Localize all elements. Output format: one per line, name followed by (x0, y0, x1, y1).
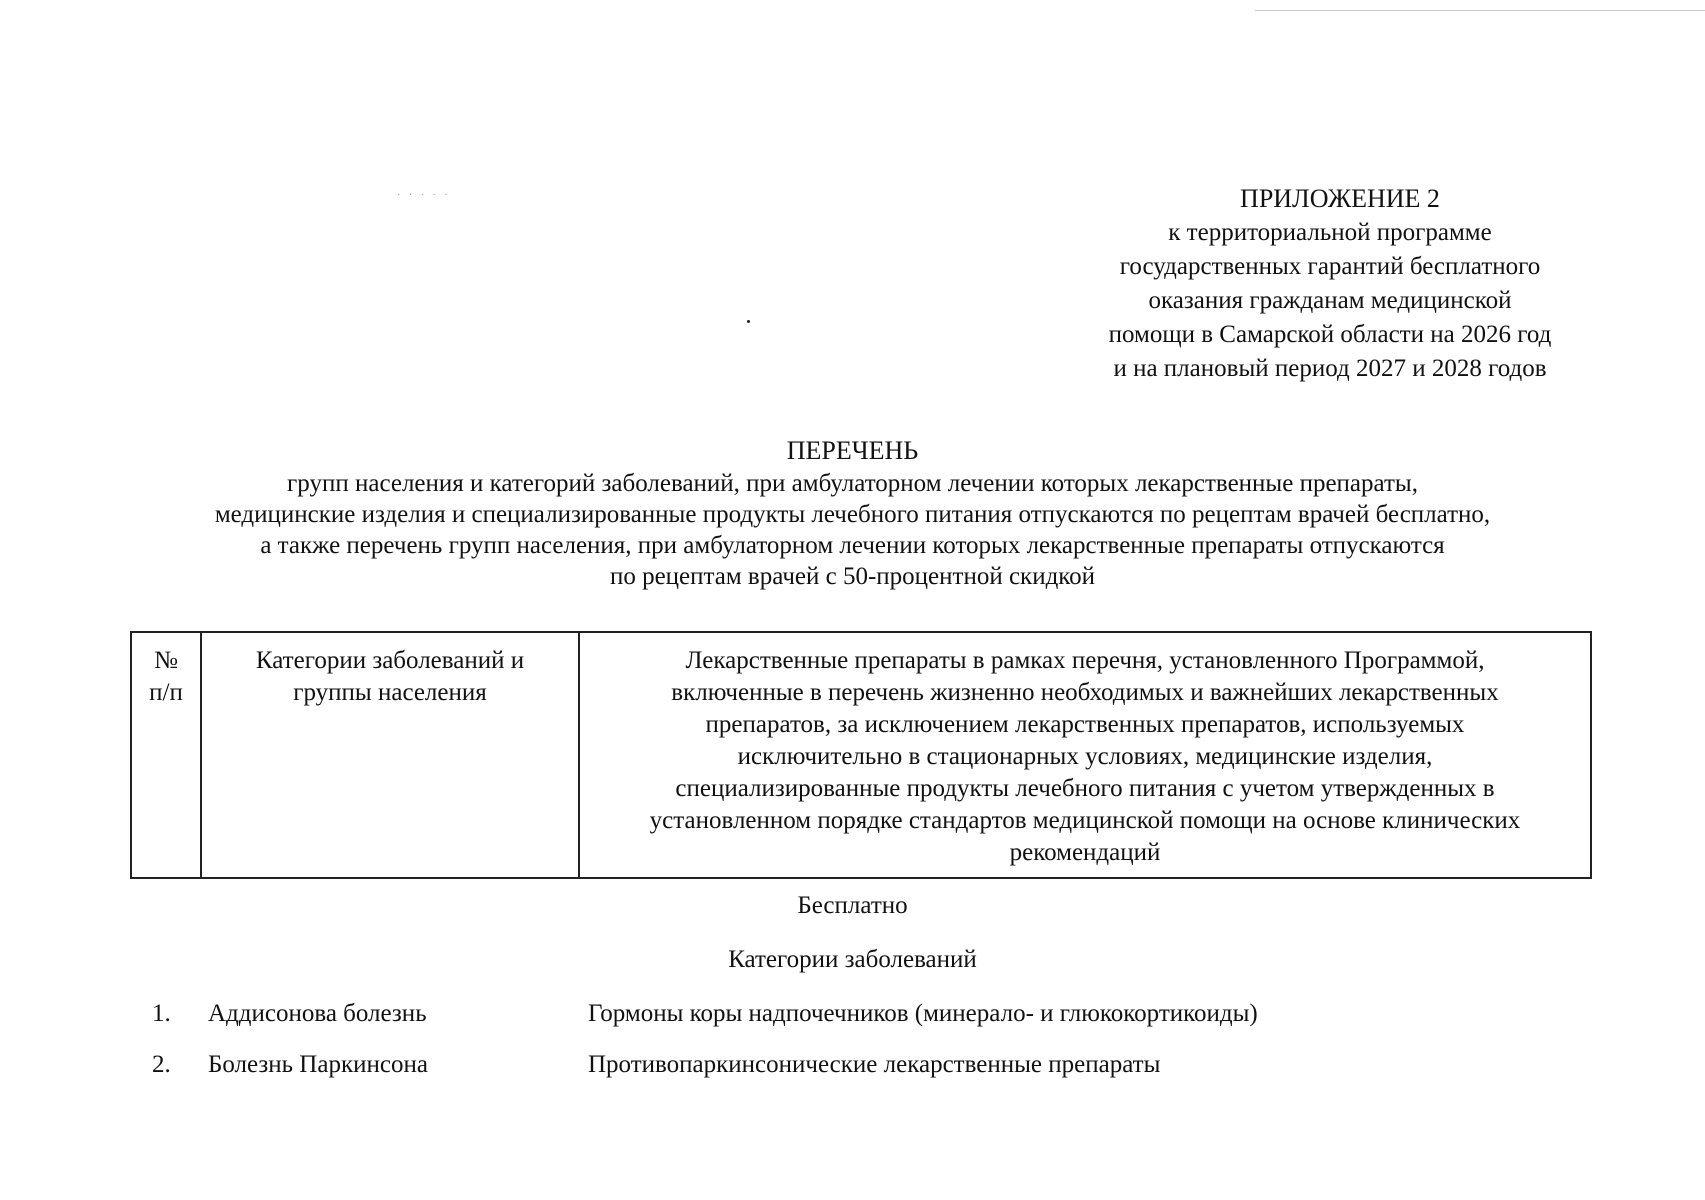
header-medicines-line: установленном порядке стандартов медицинской помощи на основе клинических (649, 807, 1521, 834)
header-medicines-line: рекомендаций (1009, 839, 1161, 866)
appendix-line: помощи в Самарской области на 2026 год (1108, 321, 1552, 348)
header-num-line: п/п (149, 679, 183, 706)
header-category-line: Категории заболеваний и (255, 647, 525, 674)
scan-artifact-line (1255, 10, 1705, 11)
header-num (131, 632, 201, 878)
heading-line: групп населения и категорий заболеваний, при амбулаторном лечении которых лекарственные препараты, (287, 470, 1418, 497)
header-category-line: группы населения (293, 679, 487, 706)
row-category: Болезнь Паркинсона (208, 1051, 428, 1078)
header-num-line: № (154, 647, 178, 674)
heading-line: а также перечень групп населения, при амбулаторном лечении которых лекарственные препараты отпускаются (260, 532, 1445, 559)
appendix-line: к территориальной программе (1168, 219, 1492, 246)
header-medicines-line: включенные в перечень жизненно необходимых и важнейших лекарственных (671, 679, 1499, 706)
row-medicines: Противопаркинсонические лекарственные препараты (588, 1051, 1161, 1078)
header-category (201, 632, 579, 878)
table-header (130, 631, 1592, 879)
document-heading (0, 434, 1705, 592)
row-number: 2. (152, 1051, 171, 1078)
scan-artifact-dot (747, 320, 750, 323)
list-item (0, 1051, 1705, 1091)
header-medicines-line: исключительно в стационарных условиях, медицинские изделия, (737, 743, 1433, 770)
header-medicines-line: специализированные продукты лечебного питания с учетом утвержденных в (675, 775, 1495, 802)
appendix-block (1080, 182, 1580, 386)
header-medicines-line: препаратов, за исключением лекарственных препаратов, используемых (705, 711, 1465, 738)
heading-line: по рецептам врачей с 50-процентной скидкой (609, 563, 1096, 590)
appendix-line: оказания гражданам медицинской (1148, 287, 1512, 314)
table-header-row (131, 632, 1591, 878)
row-category: Аддисонова болезнь (208, 1000, 427, 1027)
header-medicines (579, 632, 1591, 878)
heading-title: ПЕРЕЧЕНЬ (786, 436, 919, 465)
heading-line: медицинские изделия и специализированные продукты лечебного питания отпускаются по рецептам врачей бесплатно, (214, 501, 1491, 528)
section-disease-categories: Категории заболеваний (728, 946, 977, 973)
appendix-line: и на плановый период 2027 и 2028 годов (1113, 355, 1547, 382)
scan-artifact-dots: · · · · · (397, 190, 451, 201)
appendix-title: ПРИЛОЖЕНИЕ 2 (1240, 184, 1440, 213)
header-medicines-line: Лекарственные препараты в рамках перечня, установленного Программой, (685, 647, 1485, 674)
appendix-line: государственных гарантий бесплатного (1119, 253, 1541, 280)
row-number: 1. (152, 1000, 171, 1027)
section-free: Бесплатно (797, 892, 908, 919)
row-medicines: Гормоны коры надпочечников (минерало- и глюкокортикоиды) (588, 1000, 1258, 1027)
list-item (0, 1000, 1705, 1040)
